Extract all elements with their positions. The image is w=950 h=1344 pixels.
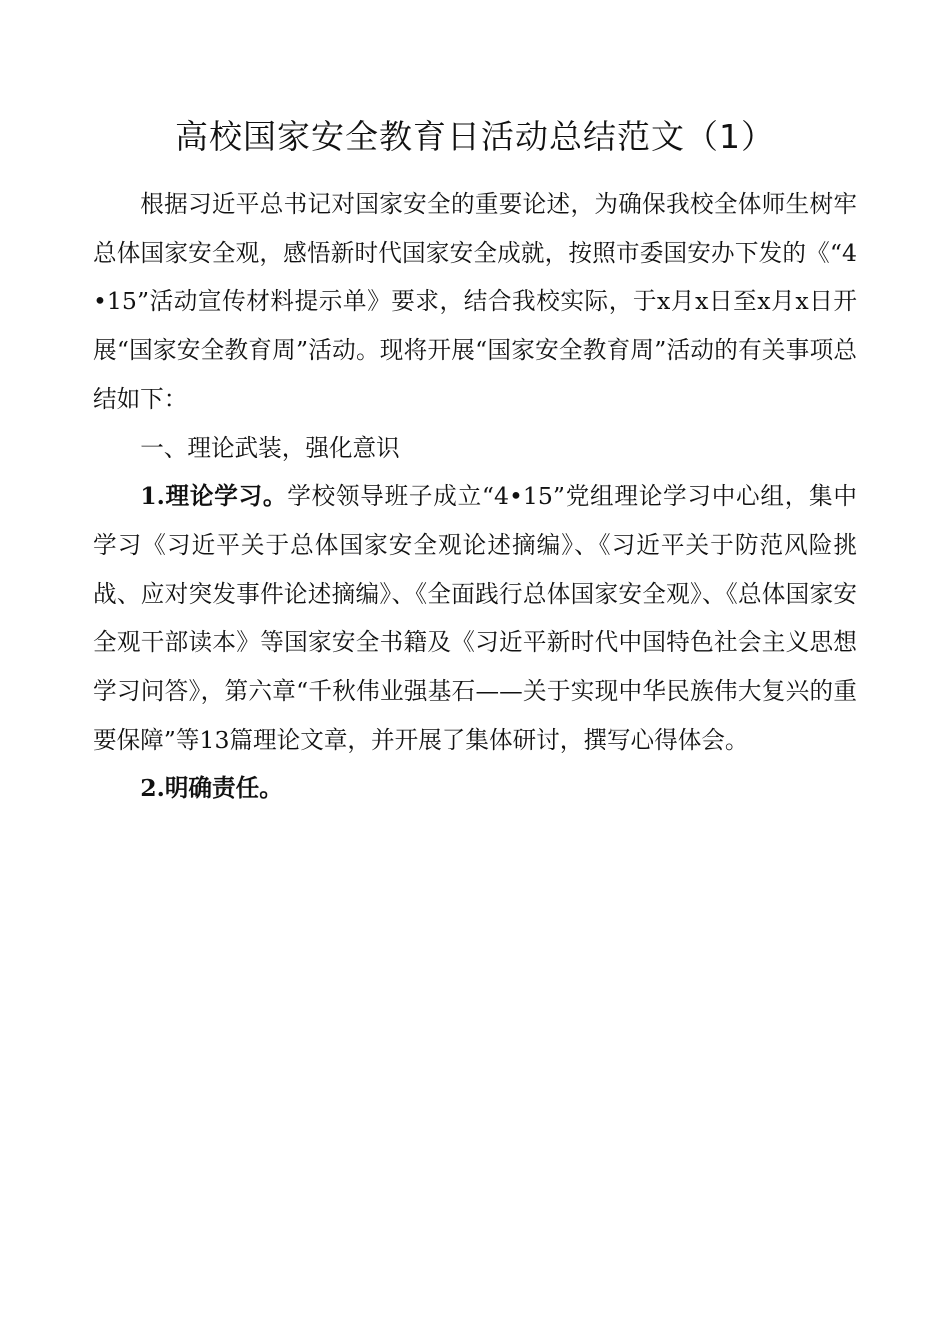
item-1-lead: 1.理论学习。: [140, 482, 288, 511]
item-2-lead: 2.明确责任。: [140, 774, 283, 803]
intro-paragraph: 根据习近平总书记对国家安全的重要论述，为确保我校全体师生树牢总体国家安全观，感悟新时代国家安全成就，按照市委国安办下发的《“4•15”活动宣传材料提示单》要求，结合我校实际，于x月x日至x月x日开展“国家安全教育周”活动。现将开展“国家安全教育周”活动的有关事项总结如下：: [93, 190, 857, 413]
section-heading-1: 一、理论武装，强化意识: [140, 433, 400, 462]
item-1-text: 学校领导班子成立“4•15”党组理论学习中心组，集中学习《习近平关于总体国家安全观论述摘编》、《习近平关于防范风险挑战、应对突发事件论述摘编》、《全面践行总体国家安全观》、《总体国家安全观干部读本》等国家安全书籍及《习近平新时代中国特色社会主义思想学习问答》，第六章“千秋伟业强基石——关于实现中华民族伟大复兴的重要保障”等13篇理论文章，并开展了集体研讨，撰写心得体会。: [93, 482, 857, 754]
item-1-paragraph: [93, 472, 857, 764]
document-body: [93, 180, 857, 813]
item-2-paragraph: [93, 764, 857, 813]
document-title: 高校国家安全教育日活动总结范文（1）: [175, 117, 775, 156]
